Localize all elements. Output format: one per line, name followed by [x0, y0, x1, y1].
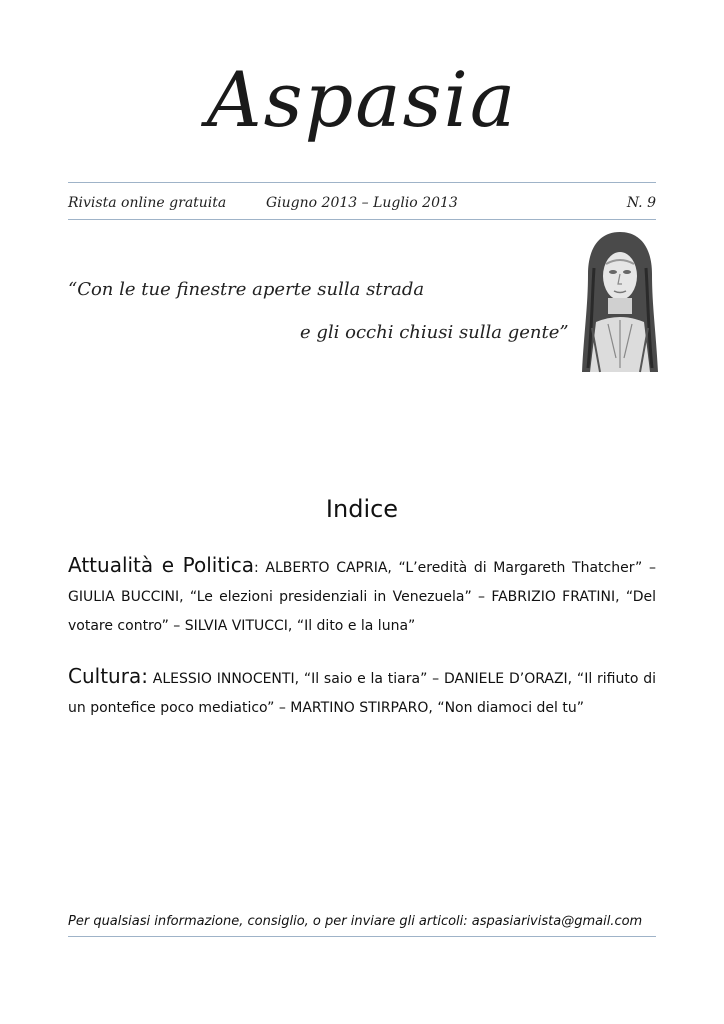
section-heading: Cultura: [68, 664, 142, 688]
section-articles: ALBERTO CAPRIA, “L’eredità di Margareth Thatcher” – GIULIA BUCCINI, “Le elezioni presidenziali in Venezuela” – FABRIZIO FRATINI, “Del votare contro” – SILVIA VITUCCI, “Il dito e la luna”: [68, 560, 656, 634]
section-cultura: [68, 662, 656, 723]
quote-line-2: e gli occhi chiusi sulla gente”: [300, 322, 569, 343]
top-rule: [68, 182, 656, 183]
magazine-title: Aspasia: [206, 55, 518, 144]
issue-info-bar: [68, 193, 656, 215]
footer-rule: [68, 936, 656, 937]
contact-footer: Per qualsiasi informazione, consiglio, o per inviare gli articoli: aspasiarivista@gmail.com: [68, 914, 643, 929]
issue-number: N. 9: [626, 195, 656, 211]
index-title: Indice: [325, 495, 399, 523]
magazine-type: Rivista online gratuita: [68, 195, 227, 211]
section-separator: :: [141, 664, 148, 688]
issue-period: Giugno 2013 – Luglio 2013: [266, 195, 458, 211]
section-heading: Attualità e Politica: [68, 553, 254, 577]
section-attualita-politica: [68, 551, 656, 641]
section-articles: ALESSIO INNOCENTI, “Il saio e la tiara” – DANIELE D’ORAZI, “Il rifiuto di un pontefice poco mediatico” – MARTINO STIRPARO, “Non diamoci del tu”: [68, 671, 656, 716]
quote-line-1: “Con le tue finestre aperte sulla strada: [68, 279, 425, 300]
bottom-rule: [68, 219, 656, 220]
woman-statue-portrait-icon: [578, 228, 662, 374]
section-separator: :: [254, 560, 259, 576]
